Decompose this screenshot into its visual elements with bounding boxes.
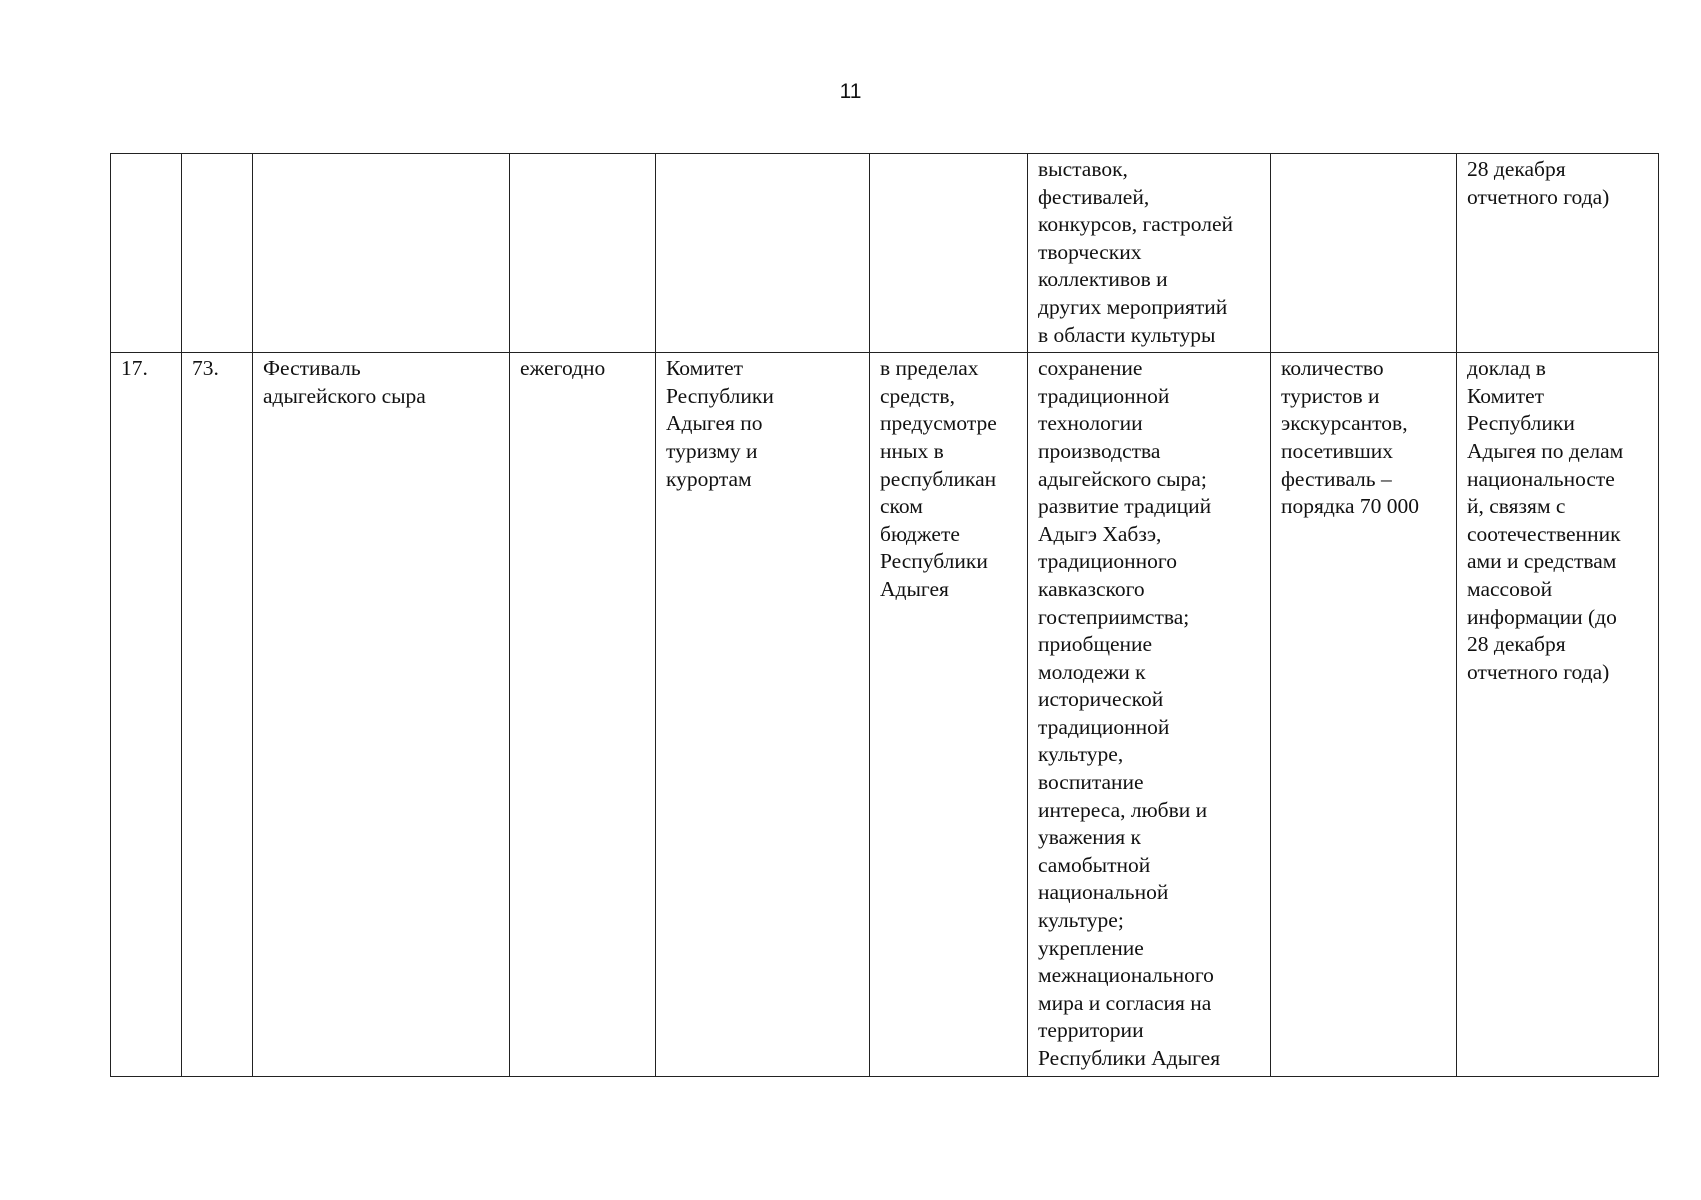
cell-text-line: мира и согласия на xyxy=(1038,990,1212,1015)
cell-periodicity xyxy=(510,154,656,353)
cell-text-line: межнационального xyxy=(1038,963,1214,988)
cell-text-line: Комитет xyxy=(1467,383,1545,408)
cell-indicator xyxy=(1271,154,1457,353)
cell-text-line: технологии xyxy=(1038,411,1143,436)
cell-text-line: отчетного года) xyxy=(1467,659,1610,684)
cell-text-line: укрепление xyxy=(1038,935,1144,960)
cell-indicator xyxy=(1271,353,1457,1076)
table-row xyxy=(111,353,1659,1076)
cell-text-line: ском xyxy=(880,494,923,519)
cell-text-line: кавказского xyxy=(1038,576,1145,601)
cell-text-line: воспитание xyxy=(1038,770,1144,795)
cell-text-line: средств, xyxy=(880,383,955,408)
cell-text-line: 73. xyxy=(192,356,219,381)
cell-text-line: ежегодно xyxy=(520,356,606,381)
cell-funding xyxy=(870,154,1028,353)
cell-expected-result xyxy=(1028,154,1271,353)
cell-text-line: в области культуры xyxy=(1038,322,1216,347)
cell-text-line: бюджете xyxy=(880,521,960,546)
cell-text-line: национальносте xyxy=(1467,466,1615,491)
cell-text-line: национальной xyxy=(1038,880,1169,905)
cell-text-line: Республики xyxy=(880,549,988,574)
cell-text-line: количество xyxy=(1281,356,1384,381)
table-body xyxy=(111,154,1659,1077)
cell-text-line: ами и средствам xyxy=(1467,549,1617,574)
cell-item-number xyxy=(182,154,253,353)
cell-executor xyxy=(656,353,870,1076)
cell-event-name xyxy=(253,154,510,353)
cell-text-line: территории xyxy=(1038,1018,1144,1043)
cell-row-number xyxy=(111,353,182,1076)
cell-text-line: 28 декабря xyxy=(1467,157,1566,181)
cell-text-line: культуре; xyxy=(1038,908,1124,933)
cell-reporting xyxy=(1457,154,1659,353)
cell-text-line: предусмотре xyxy=(880,411,997,436)
cell-text-line: массовой xyxy=(1467,576,1553,601)
cell-text-line: самобытной xyxy=(1038,852,1151,877)
cell-text-line: отчетного года) xyxy=(1467,184,1610,209)
cell-text-line: доклад в xyxy=(1467,356,1546,381)
cell-text-line: в пределах xyxy=(880,356,979,381)
cell-text-line: конкурсов, гастролей xyxy=(1038,212,1234,237)
table-row xyxy=(111,154,1659,353)
cell-text-line: Комитет xyxy=(666,356,744,381)
cell-row-number xyxy=(111,154,182,353)
document-table xyxy=(110,153,1659,1077)
cell-text-line: исторической xyxy=(1038,687,1164,712)
cell-text-line: адыгейского сыра xyxy=(263,383,426,408)
cell-periodicity xyxy=(510,353,656,1076)
cell-text-line: Фестиваль xyxy=(263,356,361,381)
cell-text-line: туризму и xyxy=(666,438,758,463)
cell-text-line: 17. xyxy=(121,356,148,381)
cell-text-line: производства xyxy=(1038,438,1161,463)
cell-text-line: развитие традиций xyxy=(1038,494,1212,519)
cell-text-line: фестивалей, xyxy=(1038,184,1150,209)
cell-text-line: туристов и xyxy=(1281,383,1380,408)
cell-text-line: сохранение xyxy=(1038,356,1143,381)
cell-text-line: фестиваль – xyxy=(1281,466,1392,491)
cell-text-line: Адыгэ Хабзэ, xyxy=(1038,521,1162,546)
cell-text-line: традиционного xyxy=(1038,549,1177,574)
cell-text-line: 28 декабря xyxy=(1467,632,1566,657)
cell-text-line: гостеприимства; xyxy=(1038,604,1190,629)
cell-text-line: посетивших xyxy=(1281,438,1394,463)
cell-text-line: уважения к xyxy=(1038,825,1141,850)
cell-text-line: Адыгея по xyxy=(666,411,763,436)
cell-text-line: Республики xyxy=(666,383,774,408)
cell-funding xyxy=(870,353,1028,1076)
cell-text-line: й, связям с xyxy=(1467,494,1566,519)
cell-text-line: интереса, любви и xyxy=(1038,797,1208,822)
cell-text-line: других мероприятий xyxy=(1038,294,1228,319)
cell-text-line: республикан xyxy=(880,466,997,491)
cell-text-line: Республики Адыгея xyxy=(1038,1046,1221,1070)
cell-text-line: коллективов и xyxy=(1038,267,1168,292)
cell-text-line: традиционной xyxy=(1038,383,1170,408)
cell-text-line: Адыгея по делам xyxy=(1467,438,1624,463)
cell-text-line: молодежи к xyxy=(1038,659,1146,684)
cell-text-line: нных в xyxy=(880,438,944,463)
cell-text-line: традиционной xyxy=(1038,714,1170,739)
cell-text-line: экскурсантов, xyxy=(1281,411,1408,436)
cell-text-line: приобщение xyxy=(1038,632,1153,657)
page-number: 11 xyxy=(839,80,862,103)
cell-text-line: информации (до xyxy=(1467,604,1617,629)
cell-text-line: выставок, xyxy=(1038,157,1128,181)
cell-text-line: адыгейского сыра; xyxy=(1038,466,1207,491)
cell-text-line: культуре, xyxy=(1038,742,1124,767)
cell-text-line: творческих xyxy=(1038,239,1142,264)
cell-text-line: порядка 70 000 xyxy=(1281,494,1419,519)
cell-item-number xyxy=(182,353,253,1076)
cell-text-line: курортам xyxy=(666,466,752,491)
cell-executor xyxy=(656,154,870,353)
cell-text-line: соотечественник xyxy=(1467,521,1621,546)
cell-expected-result xyxy=(1028,353,1271,1076)
cell-reporting xyxy=(1457,353,1659,1076)
cell-text-line: Республики xyxy=(1467,411,1575,436)
cell-event-name xyxy=(253,353,510,1076)
cell-text-line: Адыгея xyxy=(880,576,949,601)
